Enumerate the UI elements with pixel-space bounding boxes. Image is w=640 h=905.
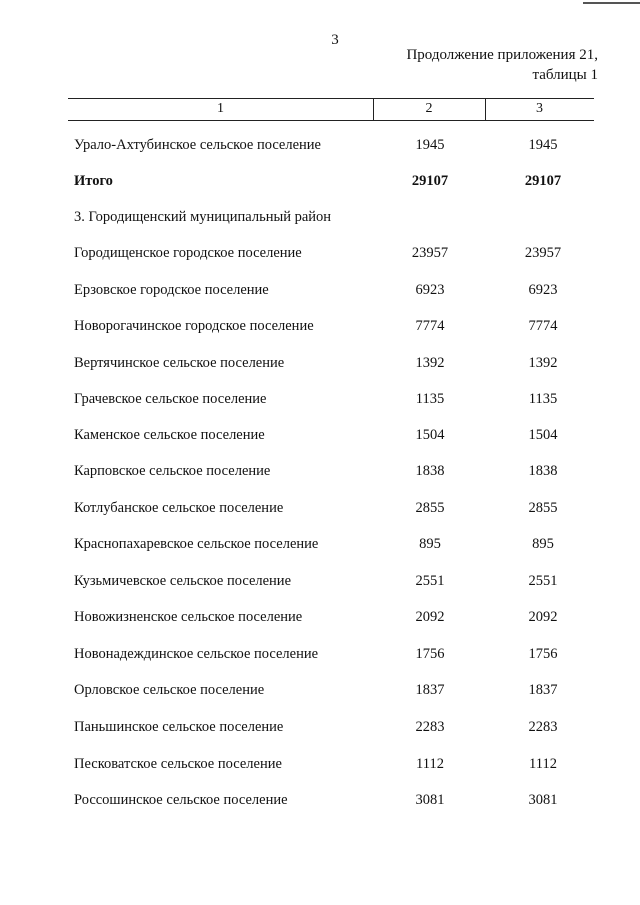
table-row [0,609,640,629]
table-row [0,318,640,338]
row-value-col2: 2092 [415,609,445,625]
row-name: 3. Городищенский муниципальный район [74,209,332,225]
row-value-col3: 6923 [528,282,558,298]
row-name: Ерзовское городское поселение [74,282,269,298]
row-name: Песковатское сельское поселение [74,756,282,772]
table-row [0,282,640,302]
row-name: Паньшинское сельское поселение [74,719,284,735]
row-value-col2: 2551 [415,573,445,589]
row-name: Итого [74,173,113,189]
caption-line-1: Продолжение приложения 21, [406,47,598,63]
table-row [0,500,640,520]
header-top-rule [68,98,594,99]
row-name: Новожизненское сельское поселение [74,609,303,625]
row-name: Орловское сельское поселение [74,682,265,698]
row-value-col2: 7774 [415,318,445,334]
row-value-col2: 1756 [415,646,445,662]
row-value-col2: 1837 [415,682,445,698]
row-value-col2: 895 [419,536,441,552]
table-row [0,756,640,776]
table-row [0,137,640,157]
row-value-col3: 1756 [528,646,558,662]
table-section-heading [0,209,640,229]
table-caption [406,45,598,85]
corner-rule [583,2,640,4]
row-value-col2: 6923 [415,282,445,298]
row-value-col2: 3081 [415,792,445,808]
row-value-col3: 2283 [528,719,558,735]
table-row-total [0,173,640,193]
table-header [68,98,594,124]
row-value-col3: 2551 [528,573,558,589]
table-row [0,355,640,375]
row-name: Городищенское городское поселение [74,245,302,261]
row-value-col2: 1392 [415,355,445,371]
row-value-col3: 1838 [528,463,558,479]
row-name: Вертячинское сельское поселение [74,355,285,371]
row-name: Краснопахаревское сельское поселение [74,536,319,552]
table-row [0,646,640,666]
row-value-col3: 1837 [528,682,558,698]
header-cell-3: 3 [536,101,543,116]
row-value-col3: 7774 [528,318,558,334]
row-name: Котлубанское сельское поселение [74,500,284,516]
table-row [0,573,640,593]
row-name: Россошинское сельское поселение [74,792,288,808]
row-name: Урало-Ахтубинское сельское поселение [74,137,321,153]
row-value-col3: 2092 [528,609,558,625]
row-value-col3: 1112 [529,756,557,772]
row-value-col3: 895 [532,536,554,552]
row-value-col2: 1112 [416,756,444,772]
row-name: Новорогачинское городское поселение [74,318,314,334]
header-bottom-rule [68,120,594,121]
row-value-col2: 2855 [415,500,445,516]
row-name: Новонадеждинское сельское поселение [74,646,319,662]
table-row [0,536,640,556]
caption-line-2: таблицы 1 [532,67,598,83]
header-cell-2: 2 [425,101,433,116]
table-row [0,682,640,702]
row-name: Кузьмичевское сельское поселение [74,573,292,589]
row-value-col3: 1945 [528,137,558,153]
row-value-col3: 2855 [528,500,558,516]
row-value-col3: 1504 [528,427,558,443]
row-name: Грачевское сельское поселение [74,391,267,407]
row-value-col3: 3081 [528,792,558,808]
table-row [0,719,640,739]
row-value-col2: 1504 [415,427,445,443]
row-value-col3: 29107 [524,173,562,189]
row-value-col2: 1945 [415,137,445,153]
table-row [0,245,640,265]
row-value-col2: 1838 [415,463,445,479]
row-value-col2: 2283 [415,719,445,735]
table-row [0,792,640,812]
row-value-col2: 1135 [415,391,445,407]
header-cell-1: 1 [217,101,224,116]
row-value-col2: 23957 [411,245,449,261]
table-row [0,391,640,411]
table-row [0,427,640,447]
row-name: Карповское сельское поселение [74,463,271,479]
row-value-col2: 29107 [411,173,449,189]
row-value-col3: 1135 [528,391,558,407]
table-row [0,463,640,483]
row-value-col3: 23957 [524,245,562,261]
row-value-col3: 1392 [528,355,558,371]
row-name: Каменское сельское поселение [74,427,265,443]
page-number: 3 [331,32,339,48]
